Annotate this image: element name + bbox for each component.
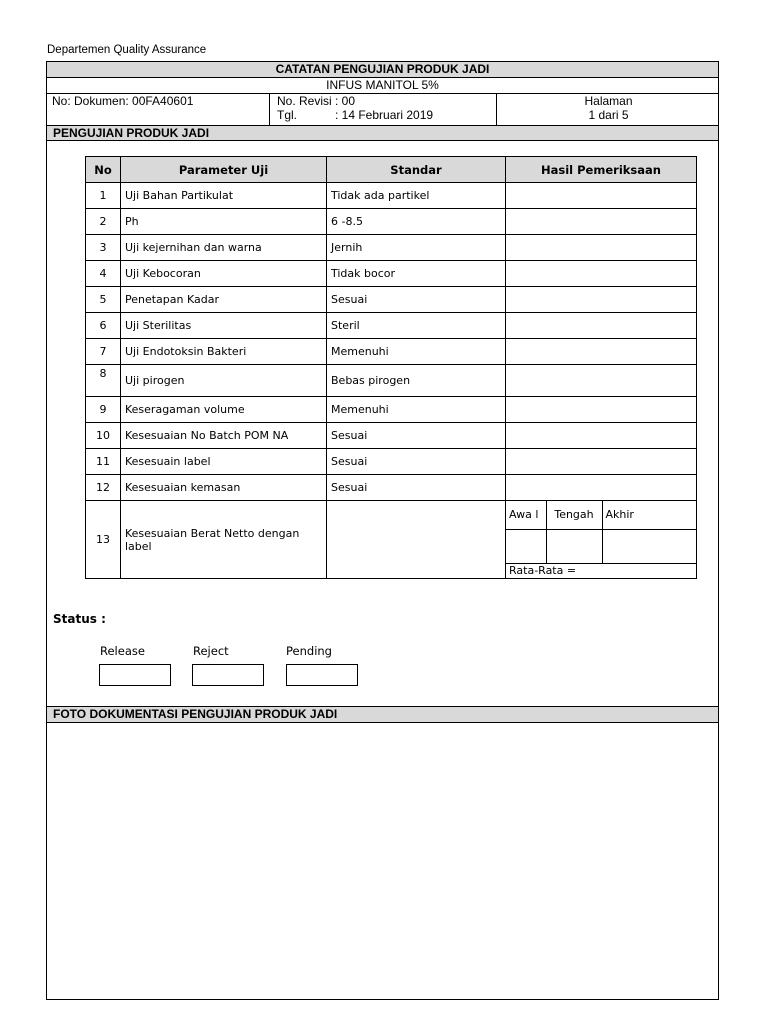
row-parameter: Uji Kebocoran (121, 261, 327, 287)
row-result[interactable] (506, 287, 697, 313)
form-title: CATATAN PENGUJIAN PRODUK JADI (47, 62, 718, 78)
header-parameter: Parameter Uji (121, 157, 327, 183)
table-row (86, 475, 697, 501)
header-standard: Standar (327, 157, 506, 183)
pending-checkbox[interactable] (286, 664, 358, 686)
row-parameter: Kesesuain label (121, 449, 327, 475)
row-parameter: Kesesuaian No Batch POM NA (121, 423, 327, 449)
table-row (86, 261, 697, 287)
awal-value[interactable] (506, 529, 546, 563)
row-standard: Tidak bocor (327, 261, 506, 287)
row-result[interactable] (506, 183, 697, 209)
test-table (85, 156, 697, 579)
row-standard: 6 -8.5 (327, 209, 506, 235)
row-number: 13 (86, 501, 121, 579)
row-number: 11 (86, 449, 121, 475)
table-row (86, 339, 697, 365)
table-header-row (86, 157, 697, 183)
row-number: 5 (86, 287, 121, 313)
row-result[interactable] (506, 313, 697, 339)
row-standard: Sesuai (327, 449, 506, 475)
row-parameter: Uji Bahan Partikulat (121, 183, 327, 209)
document-number: No: Dokumen: 00FA40601 (52, 94, 194, 108)
row-parameter: Keseragaman volume (121, 397, 327, 423)
revision-number: No. Revisi : 00 (277, 94, 356, 108)
table-row (86, 397, 697, 423)
average-label: Rata-Rata = (506, 563, 696, 578)
row-result[interactable] (506, 449, 697, 475)
row-result[interactable] (506, 365, 697, 397)
table-row (86, 313, 697, 339)
form-frame (46, 61, 719, 1000)
row-standard: Sesuai (327, 475, 506, 501)
table-row (86, 235, 697, 261)
header-no: No (86, 157, 121, 183)
tengah-label: Tengah (546, 501, 602, 529)
row-number: 9 (86, 397, 121, 423)
row-number: 4 (86, 261, 121, 287)
table-row (86, 287, 697, 313)
reject-label: Reject (193, 644, 229, 658)
row-standard: Bebas pirogen (327, 365, 506, 397)
row-result[interactable] (506, 235, 697, 261)
section-title-testing: PENGUJIAN PRODUK JADI (47, 126, 718, 141)
row-parameter: Uji Sterilitas (121, 313, 327, 339)
row-number: 1 (86, 183, 121, 209)
reject-checkbox[interactable] (192, 664, 264, 686)
row-result[interactable] (506, 209, 697, 235)
row-parameter: Penetapan Kadar (121, 287, 327, 313)
row-result[interactable] (506, 423, 697, 449)
release-checkbox[interactable] (99, 664, 171, 686)
date-label: Tgl. (277, 108, 298, 122)
table-row (86, 501, 697, 579)
row-parameter: Kesesuaian kemasan (121, 475, 327, 501)
page-label: Halaman (584, 94, 633, 108)
row-parameter: Uji Endotoksin Bakteri (121, 339, 327, 365)
row-result[interactable] (506, 475, 697, 501)
row-parameter: Ph (121, 209, 327, 235)
row-standard: Memenuhi (327, 397, 506, 423)
document-info-row (47, 94, 718, 126)
row-number: 8 (86, 365, 121, 397)
row-number: 10 (86, 423, 121, 449)
row-standard (327, 501, 506, 579)
row-result[interactable] (506, 261, 697, 287)
product-name: INFUS MANITOL 5% (47, 78, 718, 94)
row-result[interactable] (506, 339, 697, 365)
table-row (86, 365, 697, 397)
row-number: 3 (86, 235, 121, 261)
row-standard: Tidak ada partikel (327, 183, 506, 209)
tengah-value[interactable] (546, 529, 602, 563)
row-number: 6 (86, 313, 121, 339)
table-row (86, 183, 697, 209)
row-parameter: Kesesuaian Berat Netto dengan label (121, 501, 327, 579)
row-number: 7 (86, 339, 121, 365)
row-result[interactable] (506, 397, 697, 423)
table-row (86, 449, 697, 475)
akhir-value[interactable] (602, 529, 696, 563)
table-row (86, 209, 697, 235)
awal-label: Awa l (506, 501, 546, 529)
weight-subtable (506, 501, 696, 578)
row-standard: Memenuhi (327, 339, 506, 365)
department-label: Departemen Quality Assurance (47, 44, 207, 56)
row-standard: Steril (327, 313, 506, 339)
row-number: 2 (86, 209, 121, 235)
header-result: Hasil Pemeriksaan (506, 157, 697, 183)
pending-label: Pending (286, 644, 332, 658)
row-standard: Sesuai (327, 423, 506, 449)
section-title-photo: FOTO DOKUMENTASI PENGUJIAN PRODUK JADI (47, 706, 718, 723)
release-label: Release (100, 644, 145, 658)
row-parameter: Uji pirogen (121, 365, 327, 397)
table-row (86, 423, 697, 449)
akhir-label: Akhir (602, 501, 696, 529)
weight-subtable-cell (506, 501, 697, 579)
row-standard: Sesuai (327, 287, 506, 313)
date-value: : 14 Februari 2019 (335, 108, 434, 122)
row-standard: Jernih (327, 235, 506, 261)
photo-documentation-area[interactable] (47, 723, 718, 999)
row-parameter: Uji kejernihan dan warna (121, 235, 327, 261)
row-number: 12 (86, 475, 121, 501)
page-value: 1 dari 5 (588, 108, 629, 122)
status-label: Status : (53, 612, 106, 626)
